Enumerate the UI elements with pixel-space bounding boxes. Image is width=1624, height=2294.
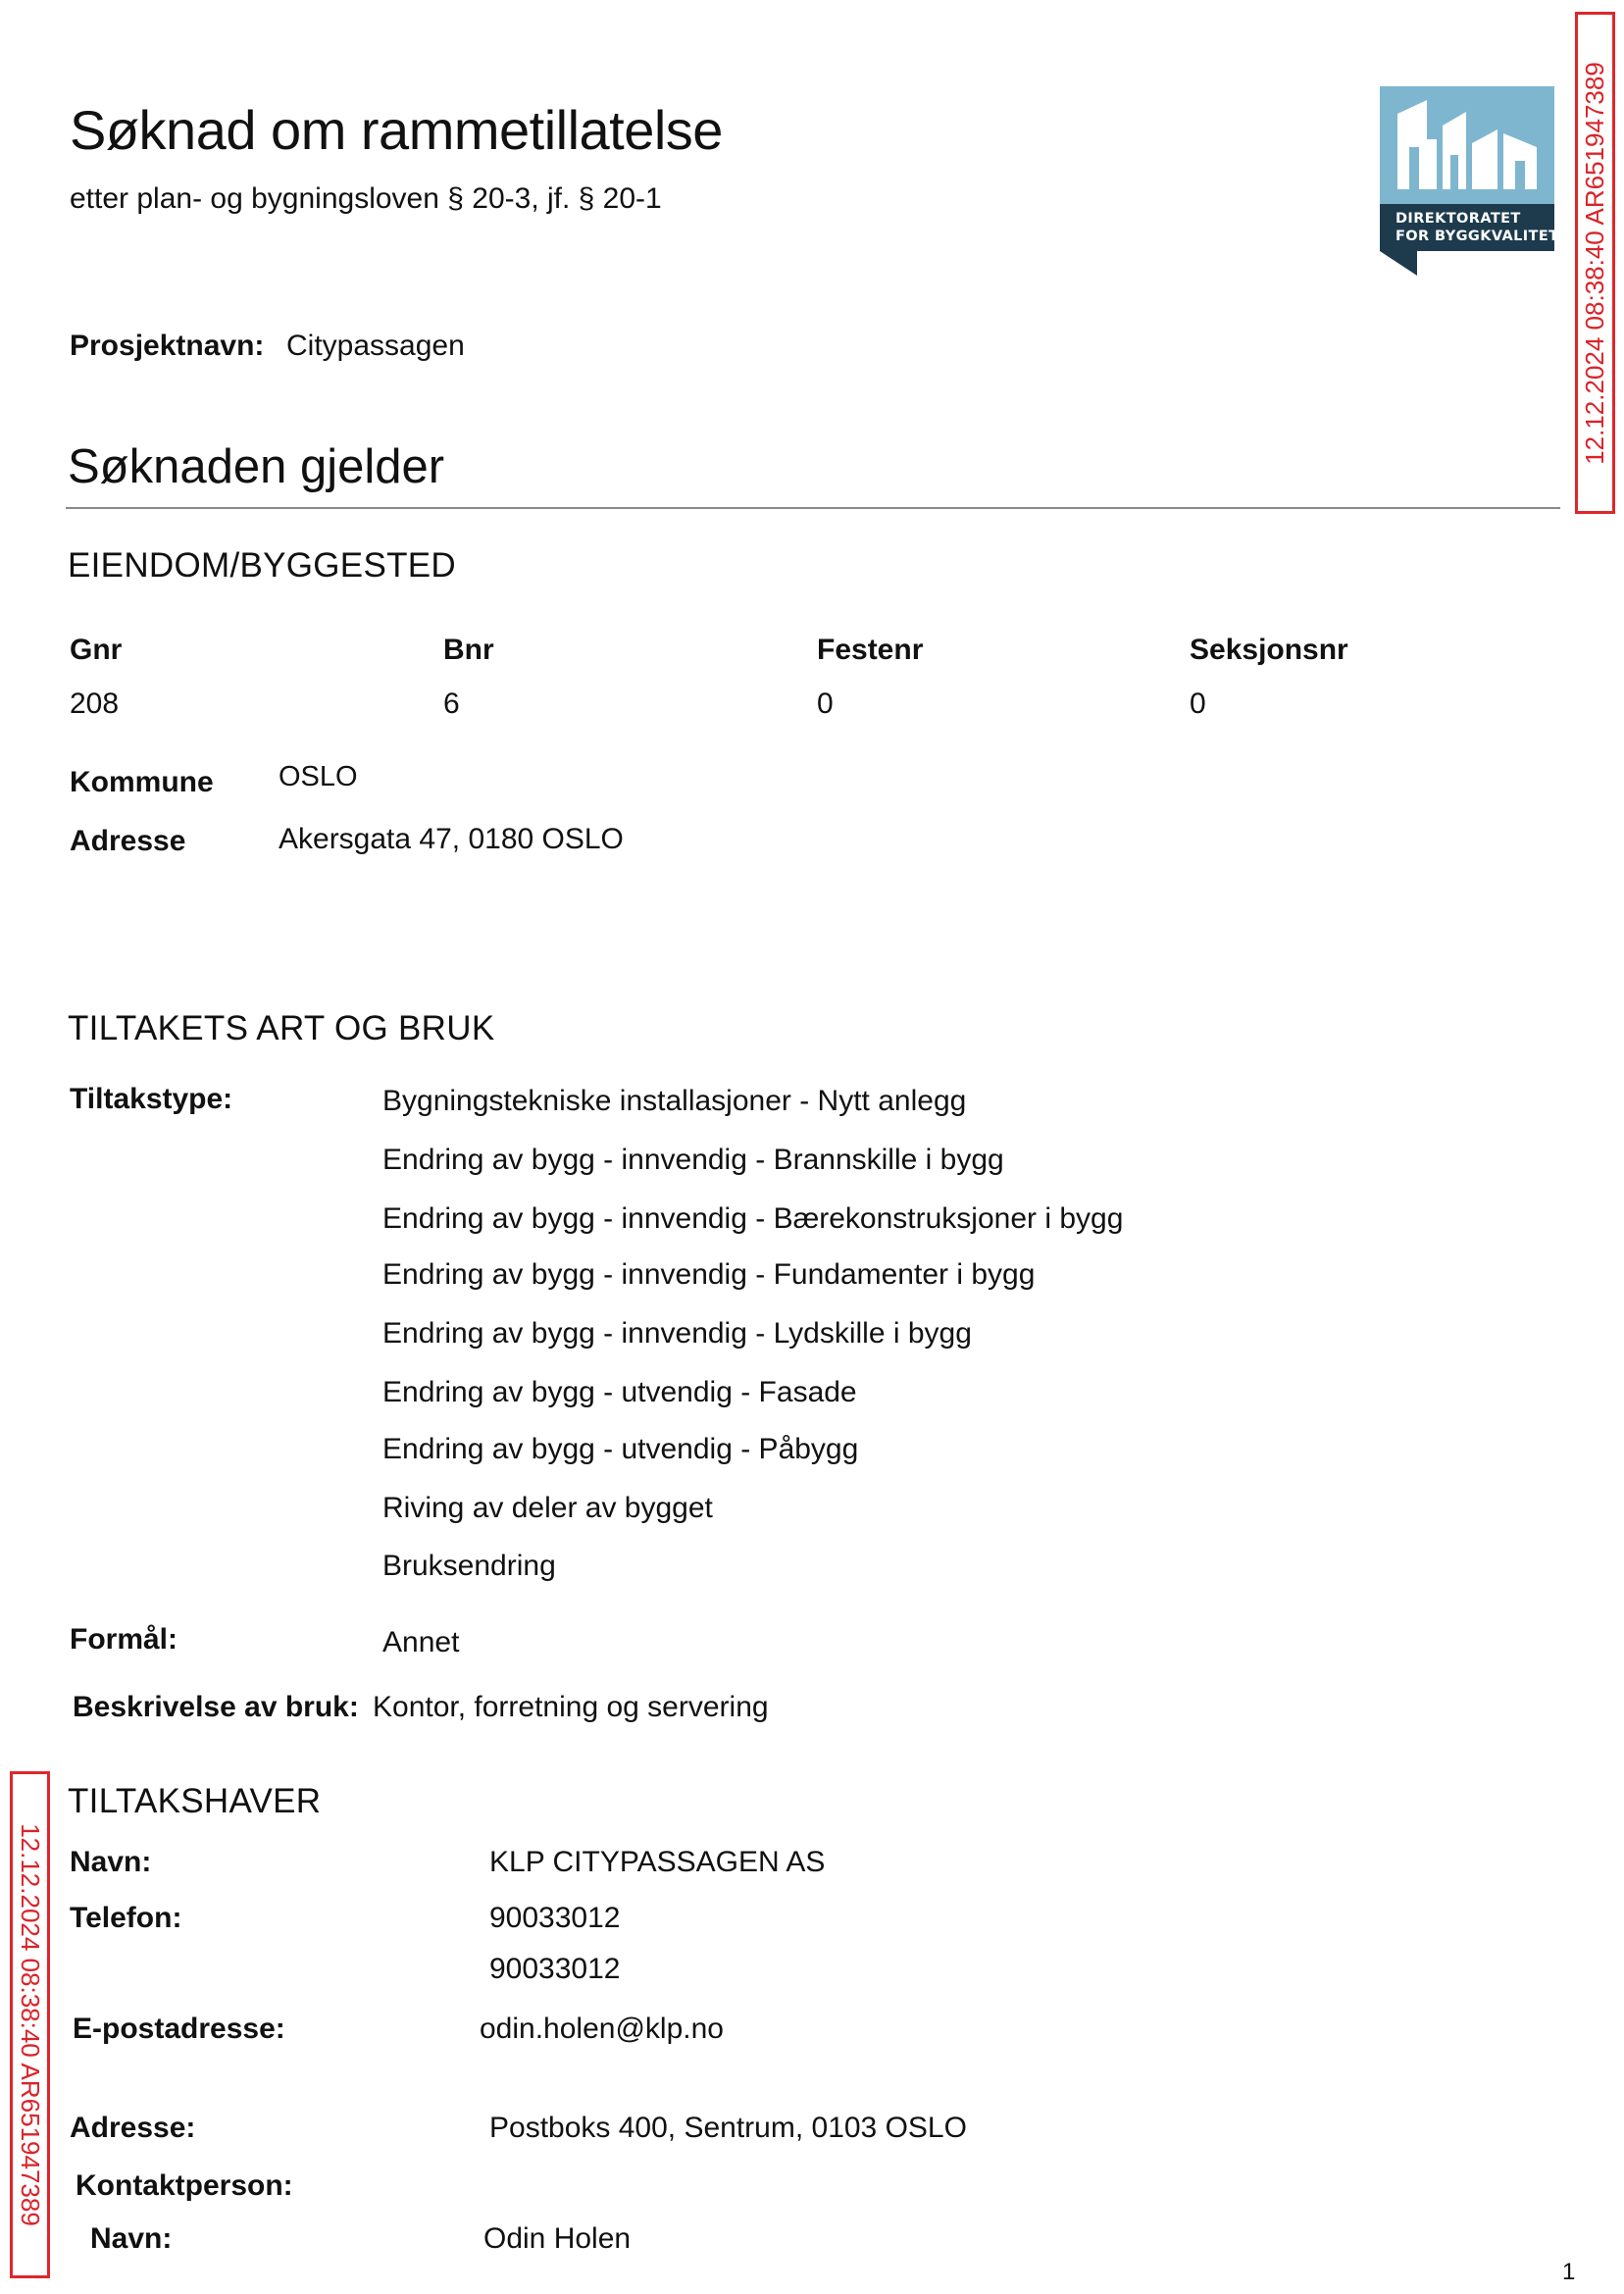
tiltakstype-item: Riving av deler av bygget (382, 1492, 713, 1524)
tiltakstype-item: Endring av bygg - innvendig - Bærekonstruksjoner i bygg (382, 1202, 1124, 1235)
festenr-label: Festenr (817, 634, 924, 666)
gnr-label: Gnr (70, 634, 123, 666)
tiltakshaver-heading: TILTAKSHAVER (68, 1782, 322, 1820)
section-divider (66, 507, 1560, 509)
logo-text-line2: FOR BYGGKVALITET (1396, 229, 1559, 244)
kommune-value: OSLO (279, 761, 358, 792)
seksjonsnr-label: Seksjonsnr (1190, 634, 1348, 666)
bnr-value: 6 (443, 688, 460, 720)
tiltakstype-item: Endring av bygg - utvendig - Påbygg (382, 1433, 859, 1465)
section-title: Søknaden gjelder (68, 440, 445, 493)
adresse-label: Adresse (70, 825, 186, 857)
page-number: 1 (1562, 2259, 1576, 2285)
timestamp-stamp-top (1575, 12, 1615, 514)
dibk-building-logo-icon (1380, 86, 1554, 276)
bruk-label: Beskrivelse av bruk: (73, 1691, 359, 1723)
tiltakstype-item: Endring av bygg - innvendig - Lydskille i bygg (382, 1317, 972, 1350)
stamp-text: 12.12.2024 08:38:40 AR651947389 (16, 1823, 46, 2226)
festenr-value: 0 (817, 688, 834, 720)
th-adresse-value: Postboks 400, Sentrum, 0103 OSLO (489, 2112, 967, 2144)
navn-label: Navn: (70, 1846, 152, 1878)
tiltakstype-item: Endring av bygg - innvendig - Fundamenter i bygg (382, 1258, 1036, 1291)
telefon-value: 90033012 (489, 1902, 621, 1934)
tiltakstype-item: Bruksendring (382, 1550, 556, 1582)
adresse-value: Akersgata 47, 0180 OSLO (279, 823, 624, 855)
logo-text-line1: DIREKTORATET (1396, 211, 1521, 227)
formal-label: Formål: (70, 1623, 178, 1656)
project-name-value: Citypassagen (286, 330, 465, 362)
document-subtitle: etter plan- og bygningsloven § 20-3, jf. § 20-1 (70, 182, 662, 215)
navn-value: KLP CITYPASSAGEN AS (489, 1846, 826, 1878)
epost-label: E-postadresse: (73, 2013, 285, 2045)
dibk-logo (1380, 86, 1559, 276)
bruk-value: Kontor, forretning og servering (373, 1691, 769, 1723)
kommune-label: Kommune (70, 766, 214, 798)
timestamp-stamp-left (10, 1771, 50, 2278)
kontakt-navn-value: Odin Holen (483, 2222, 632, 2255)
gnr-value: 208 (70, 688, 120, 720)
formal-value: Annet (382, 1626, 460, 1658)
telefon-value: 90033012 (489, 1953, 621, 1985)
epost-value: odin.holen@klp.no (480, 2013, 724, 2045)
project-name-label: Prosjektnavn: (70, 330, 265, 362)
seksjonsnr-value: 0 (1190, 688, 1206, 720)
telefon-label: Telefon: (70, 1902, 182, 1934)
tiltak-heading: TILTAKETS ART OG BRUK (68, 1009, 495, 1047)
tiltakstype-item: Endring av bygg - innvendig - Brannskille i bygg (382, 1144, 1004, 1176)
property-heading: EIENDOM/BYGGESTED (68, 546, 456, 585)
stamp-text: 12.12.2024 08:38:40 AR651947389 (1580, 61, 1610, 465)
kontaktperson-label: Kontaktperson: (76, 2169, 293, 2202)
document-title: Søknad om rammetillatelse (70, 99, 723, 161)
tiltakstype-item: Endring av bygg - utvendig - Fasade (382, 1376, 857, 1408)
bnr-label: Bnr (443, 634, 494, 666)
tiltakstype-label: Tiltakstype: (70, 1083, 233, 1115)
kontakt-navn-label: Navn: (90, 2222, 173, 2255)
th-adresse-label: Adresse: (70, 2112, 196, 2144)
tiltakstype-item: Bygningstekniske installasjoner - Nytt anlegg (382, 1085, 967, 1117)
